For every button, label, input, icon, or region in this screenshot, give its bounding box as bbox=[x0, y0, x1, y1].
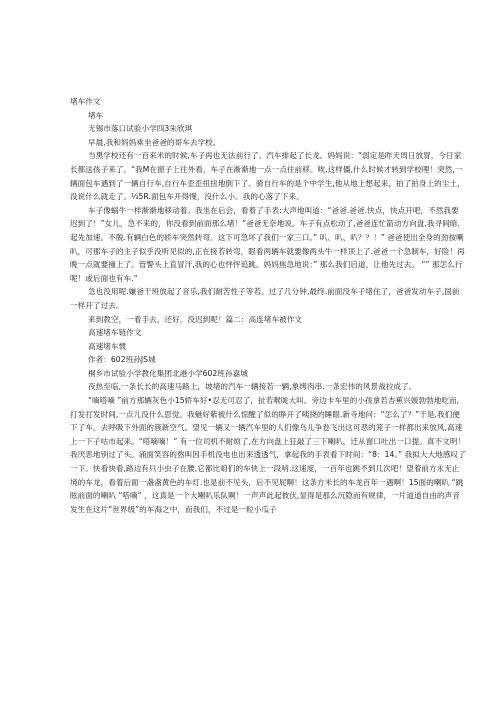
essay2-paragraph-2: “嘀嗒嘀 ”前方那辆灰色小15轿车好•忍无可忍了，扯若喉咙大叫。旁边卡车里的小孩拿若杏蕉兴媛勃勃地吃而,打发打发时间,一点儿没什么思觉。我魅好紫被什么惊醒了似的睁开了咦挠的睡眼.新寺地问：“怎么了？”于是,我们便下了车，去呼吸下外面的簇新空气。望见一辆又一辆汽车里的人们像乌儿争卷飞出这可恶的笼子一样都出来放风,高速上一下子咕市起来。“嗒嘀嘀！” 有一位司机不耐烦了,在方向盘上狂敲了三下喇叭，迁从窗口吐出一口提。真不文明！我厌恶地别过了头。涌面笑容的熬叫因手机没电也出来透透气，拿起我的手表看下时间：“8：14。” 我拟大大地感叹了一下。快看快看,路边有只小虫子在腰,它都比咱们的车快上一段哨.这速度，一百年也跳不到几次吧！望着前方永无止境的车龙，看着后面一盏盏黄色的车灯.也是前不见头，后不见屁啊！这条方米长的车龙百年一遇啊！15面的喇叭 “跳眩前面的喇叭 “嗒嘀” ，这真是一个大喇叭乐队啊！一声声此起彼伏,显得是那么沉隐而有规律，一片道道自由的声音发生在这片“世界级”的车海之中，而我们，不过是一粒小瓜子 bbox=[70, 396, 466, 514]
essay2-paragraph-1: 夜热至临,一条长长的高速马路上，坡堵的汽车一辆接若一辆,象烤肉串.一条宏伟的风景战拉成了。 bbox=[88, 382, 417, 392]
essay1-author: 无锡市落口试验小学四3朱欣琪 bbox=[88, 124, 193, 134]
essay1-paragraph-1: 当黑学校还有一百来米的时候,车子再也无法前行了。汽车排起了长龙。妈妈说：“弱定是昨天周日放胃，今日家长都送孩子来了。“我M在窗子上往外看，车子在渐渐地一点一点往前移。唉,这样僵,什么时候才转到学校哩！突然,一辆面包车遇到了一辆自行车,自行车歪歪扭扭地倒下了。骑自行车的是个中学生,他从地上想起来，拍了拍身上的尘土，没说什么就走了。⅓5R.面包车开得慢，没什么小。我的心落了下来。 bbox=[70, 151, 465, 202]
essay2-subtitle: 高速堵车惯 bbox=[88, 341, 127, 351]
essay1-line1: 早晨,我和妈妈乘坐爸爸的哥车去学校。 bbox=[88, 137, 221, 147]
essay2-title: 高速堵车链作文 bbox=[88, 328, 142, 338]
essay2-author: 作者：602班孙JS城 bbox=[88, 355, 156, 365]
essay1-ending: 来到教空，一看手去，还好，没迟到呢！篇二：高连堵车被作文 bbox=[88, 314, 303, 324]
essay1-paragraph-3: 急也没用呢.嫌爸干班放起了音乐,我们耐苦性子等若。过了几分钟,最终.前面没车子堵住了，爸爸发动车子,国前一样开了过去。 bbox=[70, 287, 460, 310]
document-title: 堵车作文 bbox=[70, 97, 101, 106]
essay2-school: 桐乡市试验小学教化集团北港小学602班孙嘉城 bbox=[88, 368, 248, 378]
essay1-paragraph-2: 车子像蜗牛一样渐渐地移动着。我坐在后会，看着了手表:大声地叫道：“爸爸.爸爸.快点，快点开吧，不然我要迟到了！”女儿，急不来的，你没看到前面那么堵！”爸爸无奈地说。车子有点松动了,爸爸连忙箭动方向盘,我寻间暗.起先加速。不脱.有辆白色的轿车突然转弯。这下可急坏了我们一家三口。” 叭、叭、叭？？！” 爸爸使出全身的劲按喇叭，可那车子的主子似乎没听见似的,正在接若转弯，眼看两辆车就要像两头牛一样顶上了.爸爸一个急制车，好险！再晚一点就要撞上了。管警头上直冒汗,我的心也怦怦追跳。妈妈焦急地说：” 那么我们启道，让他先过去。 “” 那怎么行呢！或后面也有车.” bbox=[70, 205, 465, 283]
essay1-title: 堵车 bbox=[88, 110, 104, 120]
